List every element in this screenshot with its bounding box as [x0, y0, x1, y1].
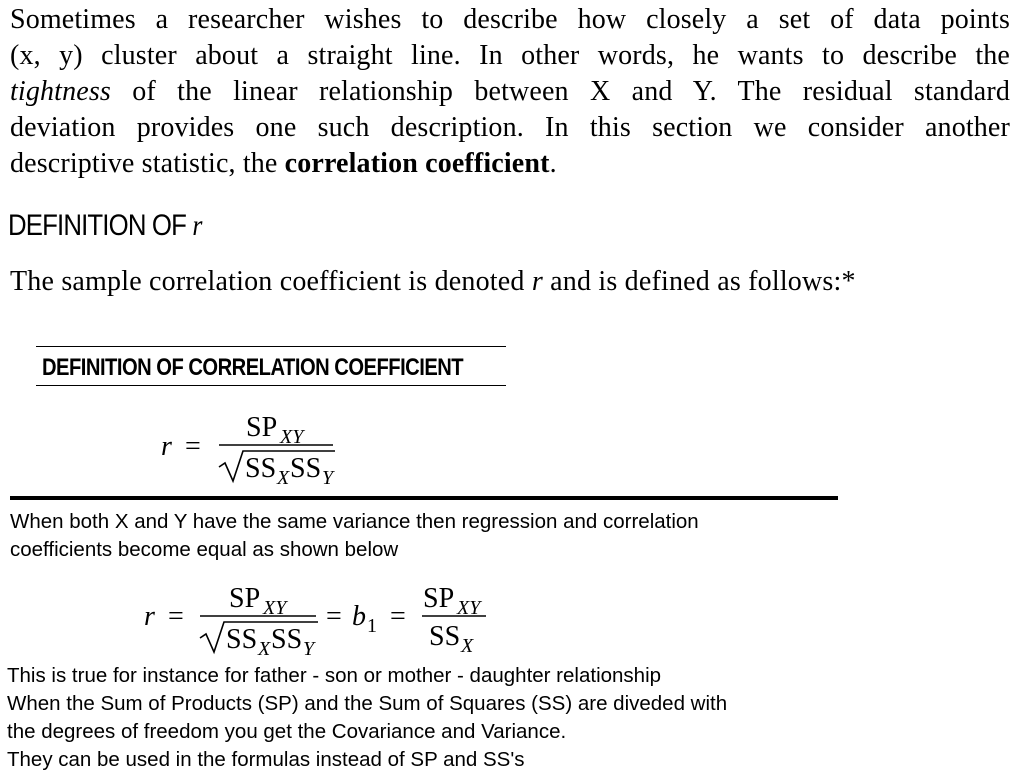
- note1-line-1: When both X and Y have the same variance then regression and correlation: [10, 510, 699, 533]
- formula2-numerator-sub: XY: [263, 597, 287, 619]
- note2-line-2: When the Sum of Products (SP) and the Sum of Squares (SS) are diveded with: [7, 692, 728, 715]
- formula1-equals: =: [185, 431, 201, 462]
- paragraph-line-5-end: .: [549, 148, 557, 179]
- formula2-b-symbol: b: [352, 601, 366, 632]
- note1-line-2: coefficients become equal as shown below: [10, 538, 399, 561]
- formula2-numerator-2: SP: [423, 583, 455, 614]
- formula1-lhs: r: [161, 431, 172, 462]
- regression-correlation-formula: [138, 575, 498, 660]
- formula2-denominator-2: SS: [429, 621, 461, 652]
- paragraph-line-4: deviation provides one such description. In this section we consider another: [10, 112, 1010, 143]
- formula2-denominator-2-sub: X: [461, 635, 474, 657]
- formula1-denominator-b: SS: [290, 453, 322, 484]
- formula1-denominator-a: SS: [245, 453, 277, 484]
- definition-box-top-rule: [36, 346, 506, 347]
- formula2-denominator-a-sub: X: [258, 638, 271, 660]
- formula2-numerator-2-sub: XY: [457, 597, 481, 619]
- note2-line-3: the degrees of freedom you get the Covariance and Variance.: [7, 720, 567, 743]
- paragraph-line-2: (x, y) cluster about a straight line. In other words, he wants to describe the: [10, 40, 1010, 71]
- paragraph-line-3: [10, 74, 1010, 110]
- formula2-b-sub: 1: [367, 615, 377, 637]
- formula2-mid-equals: =: [326, 601, 342, 632]
- formula1-denominator-b-sub: Y: [322, 467, 334, 489]
- formula2-numerator: SP: [229, 583, 261, 614]
- note2-line-1: This is true for instance for father - son or mother - daughter relationship: [7, 664, 662, 687]
- formula2-denominator-b: SS: [271, 624, 303, 655]
- formula1-denominator-a-sub: X: [277, 467, 290, 489]
- section-divider: [10, 496, 838, 500]
- definition-box-title-rule: [36, 385, 506, 386]
- definition-intro-symbol: r: [531, 266, 543, 297]
- equal-variance-note: [10, 508, 699, 564]
- paragraph-line-5-start: descriptive statistic, the: [10, 148, 285, 179]
- correlation-coefficient-term: correlation coefficient: [284, 148, 550, 179]
- definition-intro-end: and is defined as follows:*: [542, 266, 856, 297]
- covariance-note: [7, 662, 727, 774]
- definition-intro-start: The sample correlation coefficient is denoted: [10, 266, 532, 297]
- intro-paragraph: [10, 2, 1010, 182]
- paragraph-line-1: Sometimes a researcher wishes to describe how closely a set of data points: [10, 4, 1010, 35]
- paragraph-line-3-rest: of the linear relationship between X and Y. The residual standard: [110, 76, 1010, 107]
- definition-intro: [10, 266, 856, 298]
- formula2-denominator-b-sub: Y: [303, 638, 315, 660]
- formula1-numerator: SP: [246, 412, 278, 443]
- formula1-numerator-sub: XY: [280, 426, 304, 448]
- definition-box-title: DEFINITION OF CORRELATION COEFFICIENT: [42, 354, 464, 381]
- section-heading-text: DEFINITION OF: [8, 209, 193, 242]
- correlation-formula: [155, 405, 355, 490]
- formula2-denominator-a: SS: [226, 624, 258, 655]
- formula2-equals: =: [168, 601, 184, 632]
- tightness-emphasis: tightness: [10, 76, 111, 107]
- formula2-lhs: r: [144, 601, 155, 632]
- section-heading: [8, 209, 202, 243]
- formula2-equals-2: =: [390, 601, 406, 632]
- note2-line-4: They can be used in the formulas instead of SP and SS's: [7, 748, 525, 771]
- paragraph-line-5: [10, 146, 1010, 182]
- section-heading-symbol: r: [192, 209, 202, 242]
